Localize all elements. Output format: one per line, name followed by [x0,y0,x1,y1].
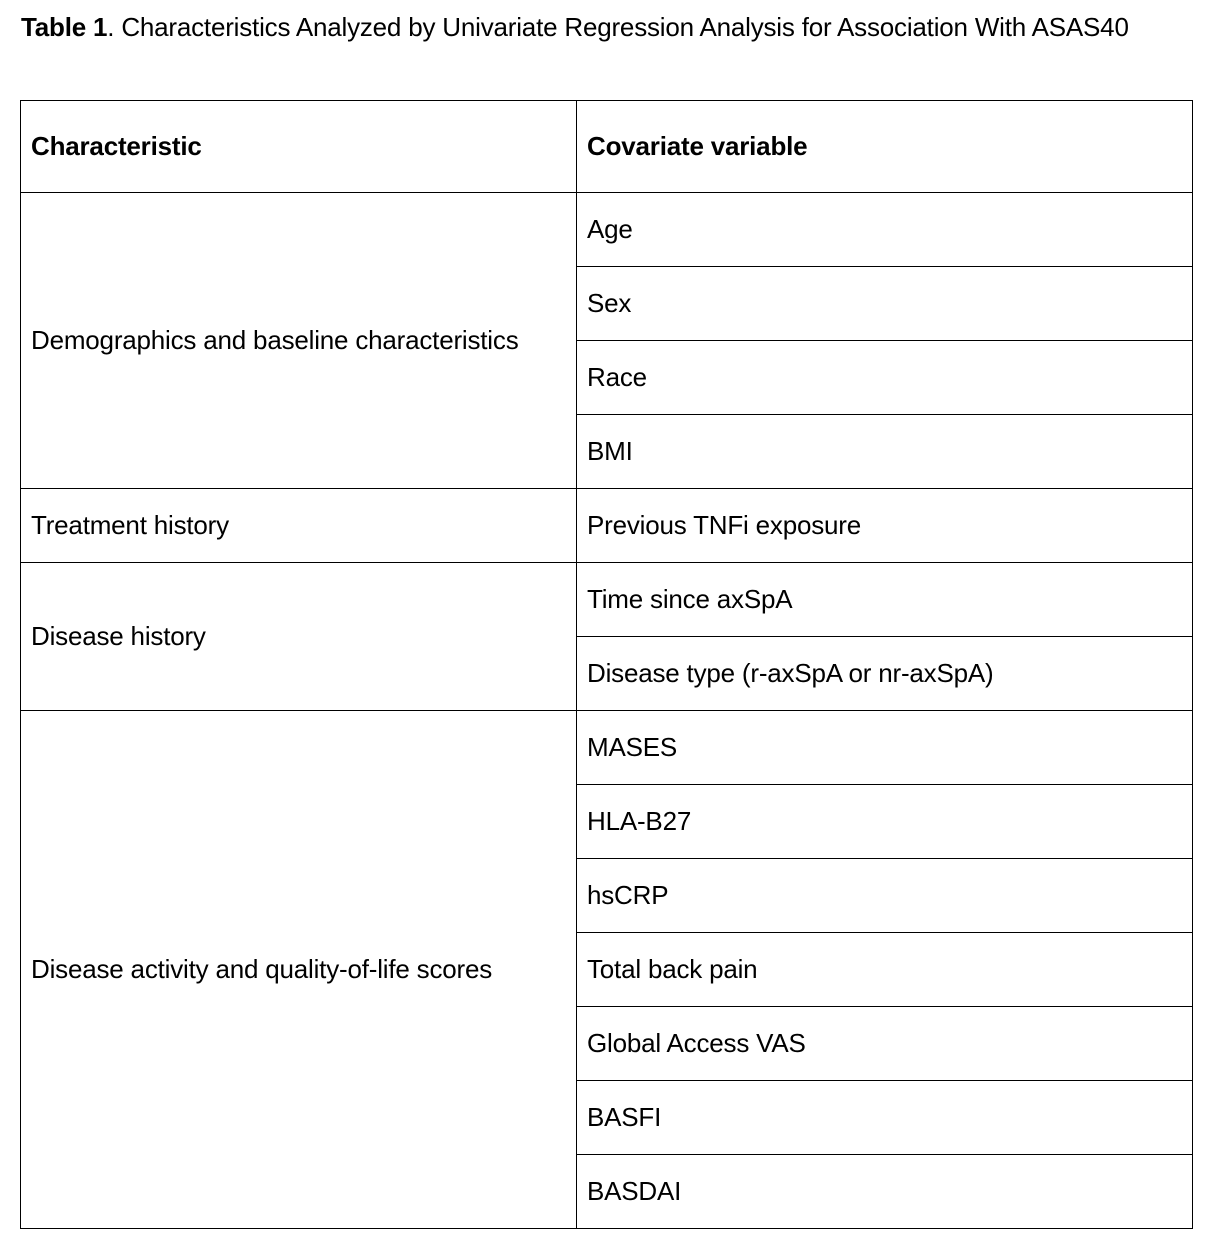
characteristics-table [20,100,1193,1229]
table-row [21,193,1193,267]
table-row [21,563,1193,637]
characteristic-cell: Disease activity and quality-of-life scores [21,711,577,1229]
covariate-cell: Age [577,193,1193,267]
covariate-cell: BASFI [577,1081,1193,1155]
covariate-cell: hsCRP [577,859,1193,933]
header-covariate: Covariate variable [577,101,1193,193]
covariate-cell: Race [577,341,1193,415]
table-caption [21,10,1191,45]
covariate-cell: Sex [577,267,1193,341]
characteristic-cell: Treatment history [21,489,577,563]
covariate-cell: BMI [577,415,1193,489]
header-characteristic: Characteristic [21,101,577,193]
covariate-cell: Disease type (r-axSpA or nr-axSpA) [577,637,1193,711]
table-row [21,489,1193,563]
table-row [21,711,1193,785]
covariate-cell: Time since axSpA [577,563,1193,637]
covariate-cell: BASDAI [577,1155,1193,1229]
header-row [21,101,1193,193]
characteristic-cell: Disease history [21,563,577,711]
covariate-cell: MASES [577,711,1193,785]
covariate-cell: Previous TNFi exposure [577,489,1193,563]
table-label: Table 1 [21,12,108,42]
characteristic-cell: Demographics and baseline characteristics [21,193,577,489]
covariate-cell: Global Access VAS [577,1007,1193,1081]
covariate-cell: Total back pain [577,933,1193,1007]
covariate-cell: HLA-B27 [577,785,1193,859]
table-caption-text: . Characteristics Analyzed by Univariate Regression Analysis for Association With ASAS40 [107,12,1129,42]
